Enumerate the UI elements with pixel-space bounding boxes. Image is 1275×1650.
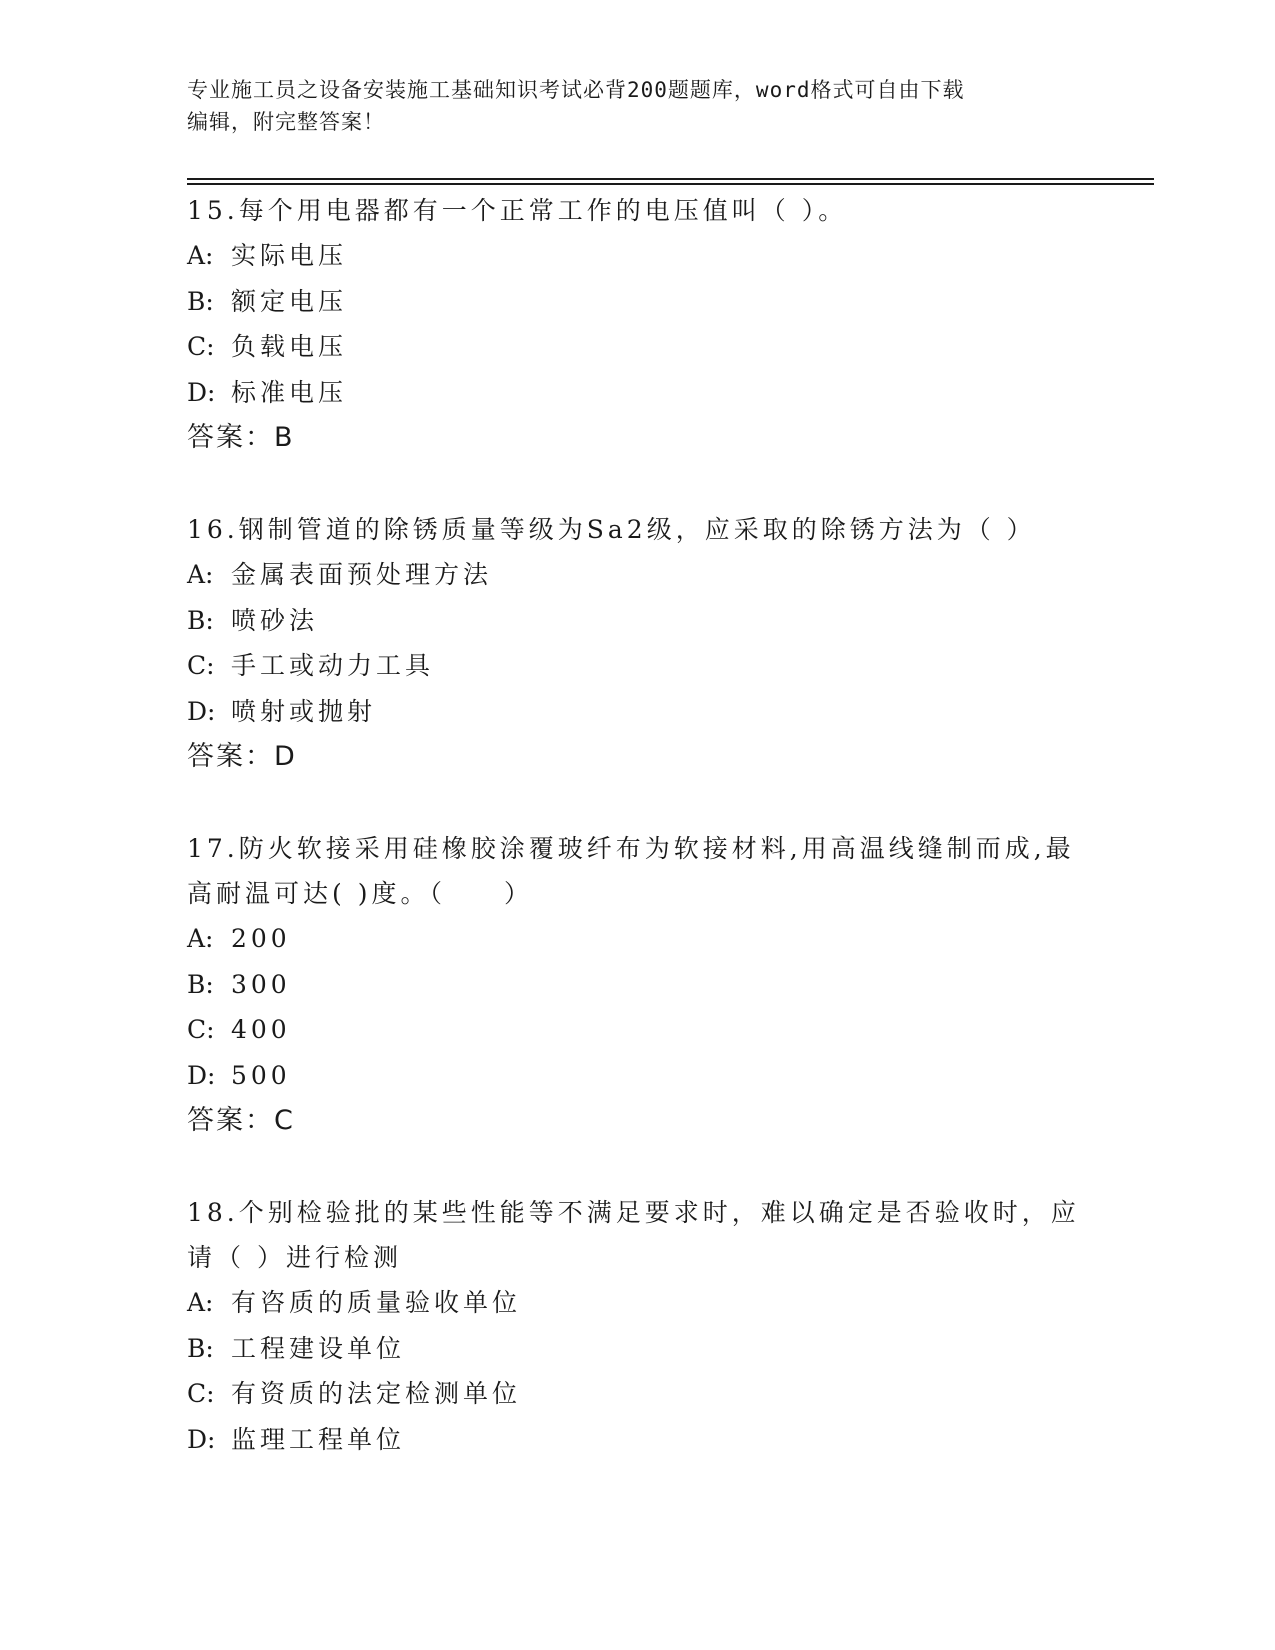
option-c bbox=[187, 1007, 1087, 1053]
option-text: 有咨质的质量验收单位 bbox=[231, 1288, 522, 1317]
header-divider-top bbox=[187, 178, 1154, 180]
header-line-1: 专业施工员之设备安装施工基础知识考试必背200题题库，word格式可自由下载 bbox=[187, 78, 965, 102]
option-text: 工程建设单位 bbox=[231, 1333, 406, 1363]
question-text: 18.个别检验批的某些性能等不满足要求时，难以确定是否验收时，应请（ ）进行检测 bbox=[187, 1198, 1080, 1272]
option-letter: D: bbox=[187, 1060, 216, 1090]
option-text: 负载电压 bbox=[231, 332, 348, 361]
option-text: 金属表面预处理方法 bbox=[231, 560, 493, 589]
option-text: 400 bbox=[231, 1015, 291, 1044]
option-letter: C: bbox=[187, 332, 215, 361]
question-spacer bbox=[187, 460, 1087, 507]
answer-line: 答案：C bbox=[187, 1105, 295, 1136]
option-text: 有资质的法定检测单位 bbox=[231, 1379, 522, 1408]
option-letter: A: bbox=[187, 1288, 214, 1317]
option-letter: A: bbox=[187, 241, 214, 270]
option-c bbox=[187, 1371, 1087, 1417]
option-letter: A: bbox=[187, 924, 214, 953]
option-text: 实际电压 bbox=[231, 241, 348, 270]
document-header bbox=[187, 74, 1067, 138]
question-text: 17.防火软接采用硅橡胶涂覆玻纤布为软接材料,用高温线缝制而成,最高耐温可达( )度。（ ） bbox=[187, 834, 1075, 908]
option-text: 标准电压 bbox=[231, 377, 348, 407]
option-d bbox=[187, 370, 1087, 416]
question-list bbox=[187, 188, 1087, 1462]
header-divider-bottom bbox=[187, 183, 1154, 185]
option-letter: C: bbox=[187, 651, 215, 680]
question-spacer bbox=[187, 779, 1087, 826]
option-a bbox=[187, 233, 1087, 279]
option-a bbox=[187, 552, 1087, 598]
option-text: 500 bbox=[231, 1060, 291, 1090]
question-17 bbox=[187, 826, 1087, 1143]
option-letter: D: bbox=[187, 1424, 216, 1454]
option-text: 额定电压 bbox=[231, 286, 348, 316]
question-spacer bbox=[187, 1143, 1087, 1190]
answer-line: 答案：B bbox=[187, 422, 295, 453]
option-b bbox=[187, 279, 1087, 325]
question-text: 15.每个用电器都有一个正常工作的电压值叫（ ）。 bbox=[187, 196, 848, 225]
option-letter: B: bbox=[187, 286, 214, 316]
option-d bbox=[187, 1053, 1087, 1099]
option-d bbox=[187, 1417, 1087, 1463]
option-text: 300 bbox=[231, 969, 291, 999]
option-c bbox=[187, 643, 1087, 689]
option-text: 监理工程单位 bbox=[231, 1424, 406, 1454]
option-b bbox=[187, 598, 1087, 644]
option-letter: B: bbox=[187, 605, 214, 635]
question-text: 16.钢制管道的除锈质量等级为Sa2级，应采取的除锈方法为（ ） bbox=[187, 515, 1036, 544]
answer-line: 答案：D bbox=[187, 741, 297, 772]
option-letter: B: bbox=[187, 1333, 214, 1363]
option-text: 手工或动力工具 bbox=[231, 651, 435, 680]
option-letter: B: bbox=[187, 969, 214, 999]
option-d bbox=[187, 689, 1087, 735]
option-text: 喷射或抛射 bbox=[231, 696, 377, 726]
header-line-2: 编辑，附完整答案！ bbox=[187, 110, 385, 134]
question-18 bbox=[187, 1190, 1087, 1462]
option-letter: A: bbox=[187, 560, 214, 589]
option-b bbox=[187, 1326, 1087, 1372]
question-15 bbox=[187, 188, 1087, 460]
option-b bbox=[187, 962, 1087, 1008]
option-a bbox=[187, 1280, 1087, 1326]
option-letter: C: bbox=[187, 1379, 215, 1408]
option-c bbox=[187, 324, 1087, 370]
option-text: 200 bbox=[231, 924, 291, 953]
option-letter: D: bbox=[187, 377, 216, 407]
question-16 bbox=[187, 507, 1087, 779]
option-letter: C: bbox=[187, 1015, 215, 1044]
option-letter: D: bbox=[187, 696, 216, 726]
option-text: 喷砂法 bbox=[231, 605, 319, 635]
option-a bbox=[187, 916, 1087, 962]
